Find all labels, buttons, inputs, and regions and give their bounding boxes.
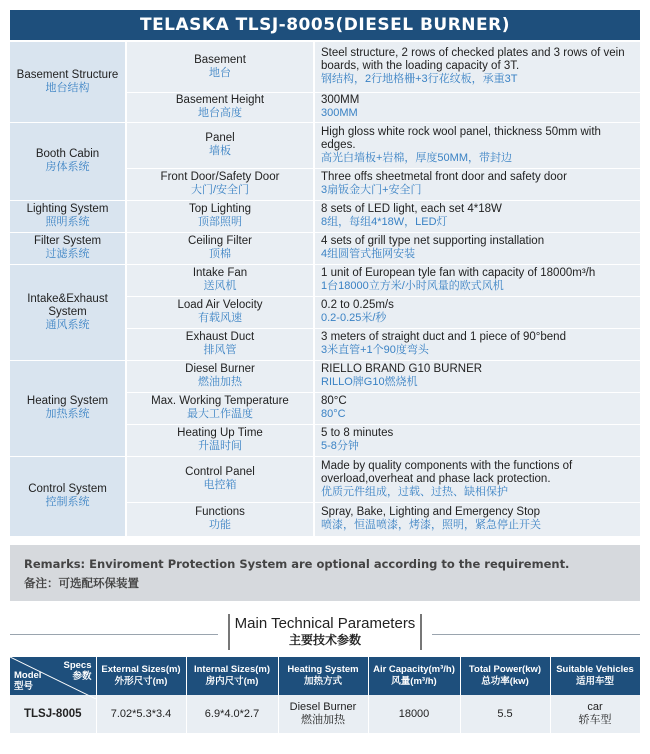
description-cell <box>314 232 640 264</box>
header-internal-sizes: Internal Sizes(m) 房内尺寸(m) <box>186 657 278 695</box>
item-label: Control Panel <box>185 466 255 478</box>
params-title-en: Main Technical Parameters <box>234 615 416 632</box>
header-heating-system: Heating System 加热方式 <box>278 657 368 695</box>
item-label: Functions <box>195 506 245 518</box>
item-label: Max. Working Temperature <box>151 395 289 407</box>
params-data-row <box>10 695 640 733</box>
header-suitable-vehicles: Suitable Vehicles 适用车型 <box>550 657 640 695</box>
item-label-zh: 有载风速 <box>198 312 242 324</box>
item-label-zh: 地台高度 <box>198 107 242 119</box>
category-cell <box>10 200 126 232</box>
description-text-zh: 3扇钣金大门+安全门 <box>321 184 422 196</box>
description-text: Three offs sheetmetal front door and safety door <box>321 171 567 183</box>
item-label: Diesel Burner <box>185 363 255 375</box>
description-text: 1 unit of European tyle fan with capacity of 18000m³/h <box>321 267 596 279</box>
table-row <box>10 122 640 168</box>
description-text-zh: 优质元件组成，过载、过热、缺相保护 <box>321 485 508 498</box>
category-cell <box>10 232 126 264</box>
item-cell <box>126 232 314 264</box>
description-text: 0.2 to 0.25m/s <box>321 299 394 311</box>
description-cell <box>314 296 640 328</box>
description-cell <box>314 92 640 122</box>
item-label: Front Door/Safety Door <box>160 171 280 183</box>
category-label: Filter System <box>33 235 102 247</box>
table-row <box>10 264 640 296</box>
remarks-box <box>10 545 640 601</box>
description-text: 5 to 8 minutes <box>321 427 394 439</box>
params-title-box <box>228 614 422 650</box>
divider <box>432 634 640 635</box>
description-text: 8 sets of LED light, each set 4*18W <box>321 203 502 215</box>
item-label: Intake Fan <box>192 267 248 279</box>
params-title-zh: 主要技术参数 <box>288 633 361 647</box>
category-label: Basement Structure <box>16 68 119 81</box>
item-cell <box>126 264 314 296</box>
item-cell <box>126 42 314 92</box>
table-row <box>10 42 640 92</box>
item-cell <box>126 502 314 536</box>
category-label-zh: 房体系统 <box>45 161 90 173</box>
table-row <box>10 200 640 232</box>
item-label-zh: 送风机 <box>203 280 237 292</box>
description-text-zh: 5-8分钟 <box>321 440 359 452</box>
total-power-cell: 5.5 <box>460 695 550 733</box>
item-label-zh: 电控箱 <box>203 479 237 491</box>
category-cell <box>10 456 126 536</box>
category-label-zh: 过滤系统 <box>45 248 90 260</box>
description-text-zh: 8组，每组4*18W，LED灯 <box>321 216 448 228</box>
description-cell <box>314 456 640 502</box>
description-text-zh: 喷漆，恒温喷漆，烤漆，照明，紧急停止开关 <box>321 519 541 531</box>
remarks-text: Remarks: Enviroment Protection System are optional according to the requirement. <box>24 557 570 571</box>
item-cell <box>126 456 314 502</box>
description-cell <box>314 424 640 456</box>
item-label: Heating Up Time <box>177 427 263 439</box>
category-label-zh: 控制系统 <box>45 496 90 508</box>
description-cell <box>314 392 640 424</box>
category-label-zh: 照明系统 <box>45 216 90 228</box>
item-label: Load Air Velocity <box>177 299 263 311</box>
description-cell <box>314 328 640 360</box>
model-label: Model 型号 <box>14 670 42 692</box>
item-cell <box>126 168 314 200</box>
vehicle-cell: car 轿车型 <box>550 695 640 733</box>
category-cell <box>10 360 126 456</box>
header-external-sizes: External Sizes(m) 外形尺寸(m) <box>96 657 186 695</box>
description-text: Spray, Bake, Lighting and Emergency Stop <box>321 506 541 518</box>
item-label-zh: 最大工作温度 <box>187 408 253 420</box>
divider <box>10 634 218 635</box>
spec-table <box>10 42 640 537</box>
description-cell <box>314 122 640 168</box>
item-label-zh: 功能 <box>209 519 231 531</box>
item-label-zh: 顶部照明 <box>198 216 242 228</box>
description-text-zh: 高光白墙板+岩棉，厚度50MM，带封边 <box>321 151 512 164</box>
description-text: RIELLO BRAND G10 BURNER <box>321 363 483 375</box>
category-cell <box>10 42 126 122</box>
category-label: Lighting System <box>26 203 109 215</box>
description-cell <box>314 168 640 200</box>
description-text: 300MM <box>321 94 360 106</box>
item-label-zh: 墙板 <box>209 145 231 157</box>
category-label: Intake&Exhaust System <box>27 292 108 318</box>
item-label-zh: 地台 <box>209 66 231 79</box>
model-cell: TLSJ-8005 <box>10 695 96 733</box>
description-cell <box>314 502 640 536</box>
description-text: Steel structure, 2 rows of checked plates and 3 rows of vein boards, with the loading capacity of 3T. <box>321 47 625 73</box>
description-text-zh: 钢结构，2行地格栅+3行花纹板，承重3T <box>321 73 518 86</box>
item-label-zh: 顶棉 <box>209 248 231 260</box>
item-cell <box>126 200 314 232</box>
item-cell <box>126 360 314 392</box>
heating-system-cell: Diesel Burner 燃油加热 <box>278 695 368 733</box>
item-label: Basement Height <box>175 94 265 106</box>
air-capacity-cell: 18000 <box>368 695 460 733</box>
description-text: High gloss white rock wool panel, thickness 50mm with edges. <box>321 125 601 151</box>
description-text-zh: 80°C <box>321 408 346 420</box>
item-cell <box>126 392 314 424</box>
description-cell <box>314 200 640 232</box>
item-label: Exhaust Duct <box>185 331 255 343</box>
params-section-title <box>10 612 640 652</box>
page-title: TELASKA TLSJ-8005(DIESEL BURNER) <box>10 10 640 40</box>
item-label-zh: 排风管 <box>203 344 237 356</box>
description-text-zh: 1台18000立方米/小时风量的欧式风机 <box>321 280 504 292</box>
category-cell <box>10 122 126 200</box>
remarks-text-zh: 备注：可选配环保装置 <box>24 576 139 590</box>
description-text: 80°C <box>321 395 347 407</box>
params-header-row <box>10 657 640 695</box>
description-cell <box>314 360 640 392</box>
description-text-zh: 4组圆管式拖网安装 <box>321 248 416 260</box>
description-text: 3 meters of straight duct and 1 piece of 90°bend <box>321 331 566 343</box>
item-cell <box>126 122 314 168</box>
category-label-zh: 通风系统 <box>45 318 90 331</box>
table-row <box>10 232 640 264</box>
item-cell <box>126 424 314 456</box>
category-label: Booth Cabin <box>35 148 100 160</box>
description-text: 4 sets of grill type net supporting installation <box>321 235 545 247</box>
item-cell <box>126 92 314 122</box>
item-cell <box>126 328 314 360</box>
item-label-zh: 大门/安全门 <box>190 184 250 196</box>
description-text-zh: 300MM <box>321 107 358 119</box>
description-cell <box>314 264 640 296</box>
item-cell <box>126 296 314 328</box>
item-label-zh: 燃油加热 <box>198 376 242 388</box>
specs-label: Specs 参数 <box>63 660 92 682</box>
description-text-zh: 0.2-0.25米/秒 <box>321 312 387 324</box>
category-label: Heating System <box>26 395 109 407</box>
external-sizes-cell: 7.02*5.3*3.4 <box>96 695 186 733</box>
category-label-zh: 加热系统 <box>45 408 90 420</box>
category-label-zh: 地台结构 <box>45 81 90 94</box>
params-table <box>10 657 641 733</box>
corner-header <box>10 657 96 695</box>
item-label: Basement <box>194 53 246 66</box>
item-label: Top Lighting <box>188 203 252 215</box>
category-cell <box>10 264 126 360</box>
header-total-power: Total Power(kw) 总功率(kw) <box>460 657 550 695</box>
category-label: Control System <box>28 483 107 495</box>
description-text-zh: 3米直管+1个90度弯头 <box>321 344 429 356</box>
table-row <box>10 360 640 392</box>
item-label-zh: 升温时间 <box>198 440 242 452</box>
table-row <box>10 456 640 502</box>
description-cell <box>314 42 640 92</box>
header-air-capacity: Air Capacity(m³/h) 风量(m³/h) <box>368 657 460 695</box>
description-text-zh: RILLO牌G10燃烧机 <box>321 376 418 388</box>
item-label: Ceiling Filter <box>188 235 252 247</box>
item-label: Panel <box>205 132 235 144</box>
description-text: Made by quality components with the functions of overload,overheat and phase lack protection. <box>321 459 573 485</box>
internal-sizes-cell: 6.9*4.0*2.7 <box>186 695 278 733</box>
